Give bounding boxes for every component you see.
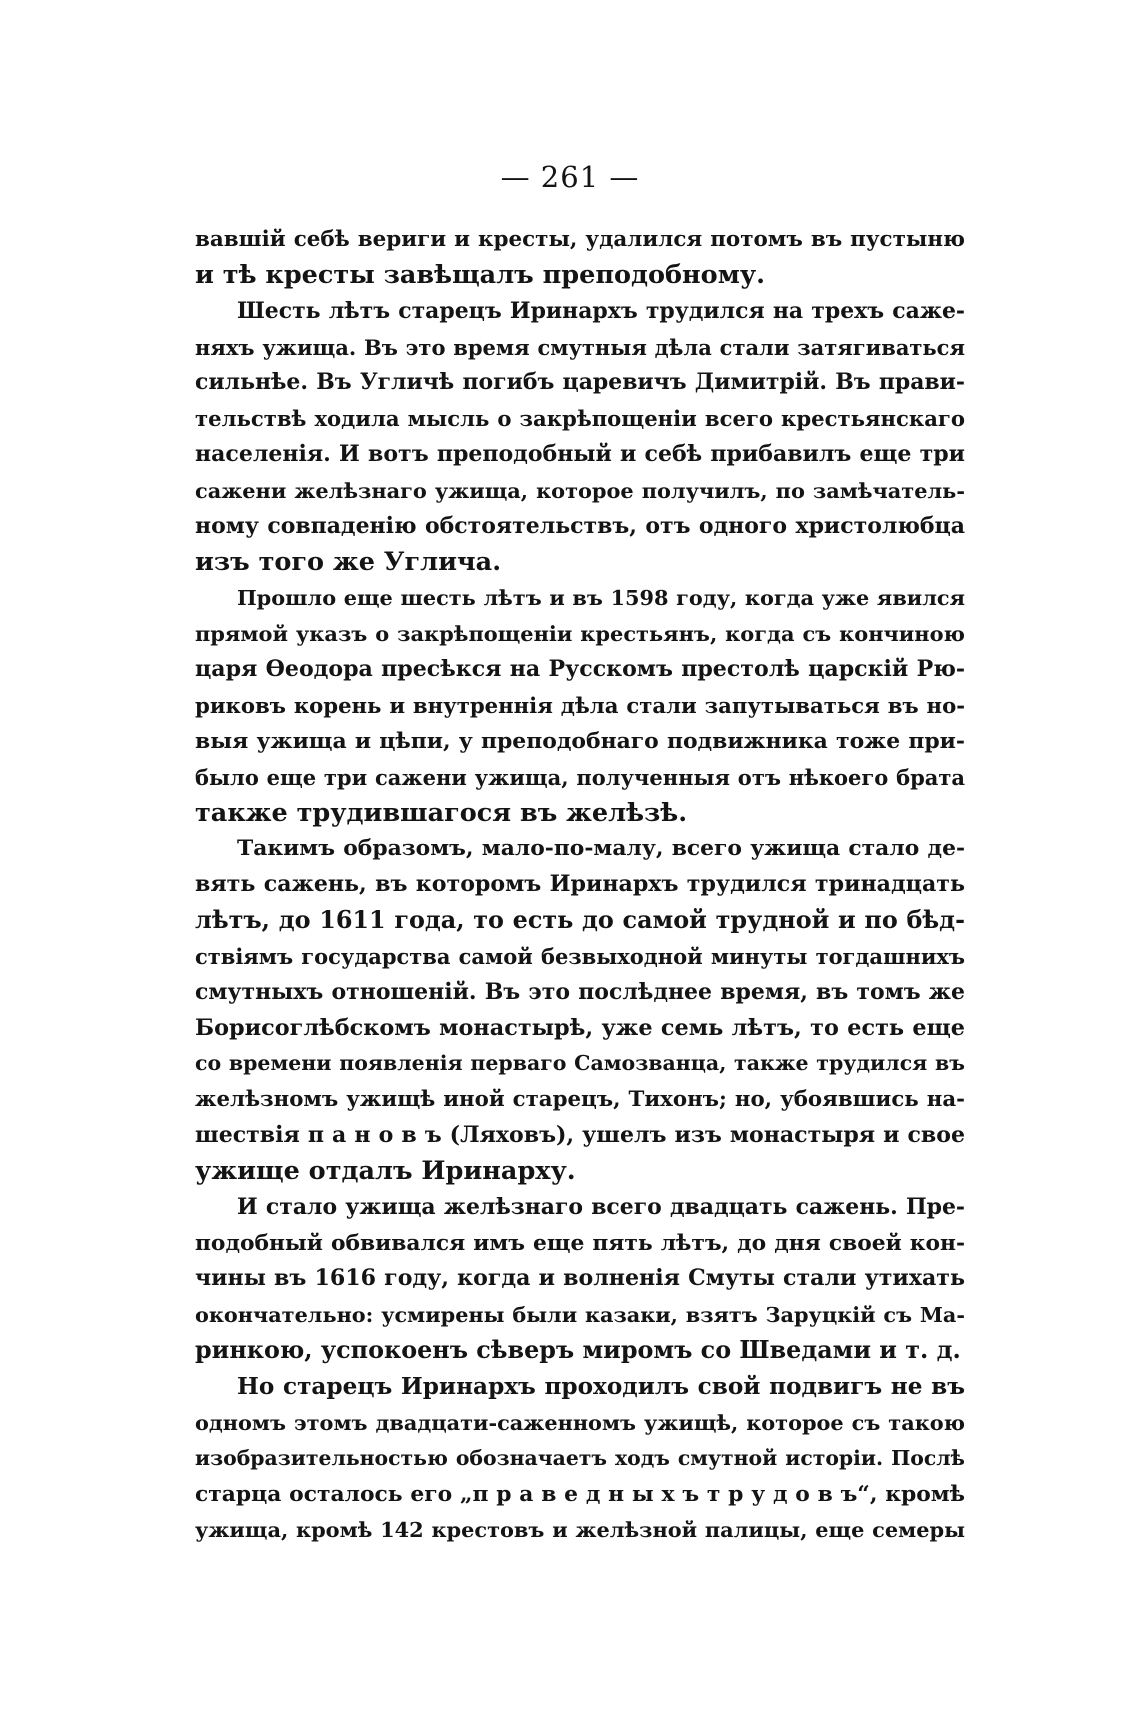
body-text xyxy=(195,222,965,1548)
text-line: ствіямъ государства самой безвыходной минуты тогдашнихъ xyxy=(195,943,965,969)
text-line: И стало ужища желѣзнаго всего двадцать сажень. Пре- xyxy=(237,1193,965,1220)
page-number: — 261 — xyxy=(500,160,640,194)
text-line: смутныхъ отношеній. Въ это послѣднее время, въ томъ же xyxy=(195,978,965,1005)
text-line: ринкою, успокоенъ сѣверъ миромъ со Шведами и т. д. xyxy=(195,1336,961,1365)
text-line: Борисоглѣбскомъ монастырѣ, уже семь лѣтъ, то есть еще xyxy=(195,1014,965,1041)
text-line: сажени желѣзнаго ужища, которое получилъ, по замѣчатель- xyxy=(195,477,965,503)
text-line: одномъ этомъ двадцати-саженномъ ужищѣ, которое съ такою xyxy=(195,1409,965,1435)
text-line: изобразительностью обозначаетъ ходъ смутной исторіи. Послѣ xyxy=(195,1445,965,1470)
text-line: изъ того же Углича. xyxy=(195,546,502,577)
text-line: Шесть лѣтъ старецъ Иринархъ трудился на трехъ саже- xyxy=(237,297,965,324)
text-line: шествія п а н о в ъ (Ляховъ), ушелъ изъ монастыря и свое xyxy=(195,1122,965,1149)
text-line: выя ужища и цѣпи, у преподобнаго подвижника тоже при- xyxy=(195,727,965,754)
text-line: старца осталось его „п р а в е д н ы х ъ т р у д о в ъ“, кромѣ xyxy=(195,1481,965,1507)
text-line: подобный обвивался имъ еще пять лѣтъ, до дня своей кон- xyxy=(195,1230,965,1256)
text-line: вять сажень, въ которомъ Иринархъ трудился тринадцать xyxy=(195,871,965,898)
text-line: лѣтъ, до 1611 года, то есть до самой трудной и по бѣд- xyxy=(195,906,965,935)
text-line: было еще три сажени ужища, полученныя отъ нѣкоего брата xyxy=(195,764,965,790)
text-line: также трудившагося въ желѣзѣ. xyxy=(195,797,688,828)
text-line: Но старецъ Иринархъ проходилъ свой подвигъ не въ xyxy=(237,1373,965,1400)
text-line: ному совпаденію обстоятельствъ, отъ одного христолюбца xyxy=(195,512,965,539)
text-line: населенія. И вотъ преподобный и себѣ прибавилъ еще три xyxy=(195,441,965,468)
text-line: окончательно: усмирены были казаки, взятъ Заруцкій съ Ма- xyxy=(195,1302,965,1328)
text-line: вавшій себѣ вериги и кресты, удалился потомъ въ пустыню xyxy=(195,227,965,252)
text-line: и тѣ кресты завѣщалъ преподобному. xyxy=(195,259,766,290)
text-line: риковъ корень и внутреннія дѣла стали запутываться въ но- xyxy=(195,692,965,718)
text-line: Такимъ образомъ, мало-по-малу, всего ужища стало де- xyxy=(237,836,965,862)
text-line: ужище отдалъ Иринарху. xyxy=(195,1155,576,1186)
text-line: царя Ѳеодора пресѣкся на Русскомъ престолѣ царскій Рю- xyxy=(195,656,965,683)
text-line: сильнѣе. Въ Угличѣ погибъ царевичъ Димитрій. Въ прави- xyxy=(195,369,965,396)
text-line: няхъ ужища. Въ это время смутныя дѣла стали затягиваться xyxy=(195,334,965,360)
text-line: со времени появленія перваго Самозванца, также трудился въ xyxy=(195,1051,965,1076)
text-line: желѣзномъ ужищѣ иной старецъ, Тихонъ; но, убоявшись на- xyxy=(195,1087,965,1113)
text-line: тельствѣ ходила мысль о закрѣпощеніи всего крестьянскаго xyxy=(195,406,965,432)
text-line: Прошло еще шесть лѣтъ и въ 1598 году, когда уже явился xyxy=(237,585,965,611)
text-line: ужища, кромѣ 142 крестовъ и желѣзной палицы, еще семеры xyxy=(195,1517,965,1543)
text-line: прямой указъ о закрѣпощеніи крестьянъ, когда съ кончиною xyxy=(195,621,965,647)
text-line: чины въ 1616 году, когда и волненія Смуты стали утихать xyxy=(195,1265,965,1292)
